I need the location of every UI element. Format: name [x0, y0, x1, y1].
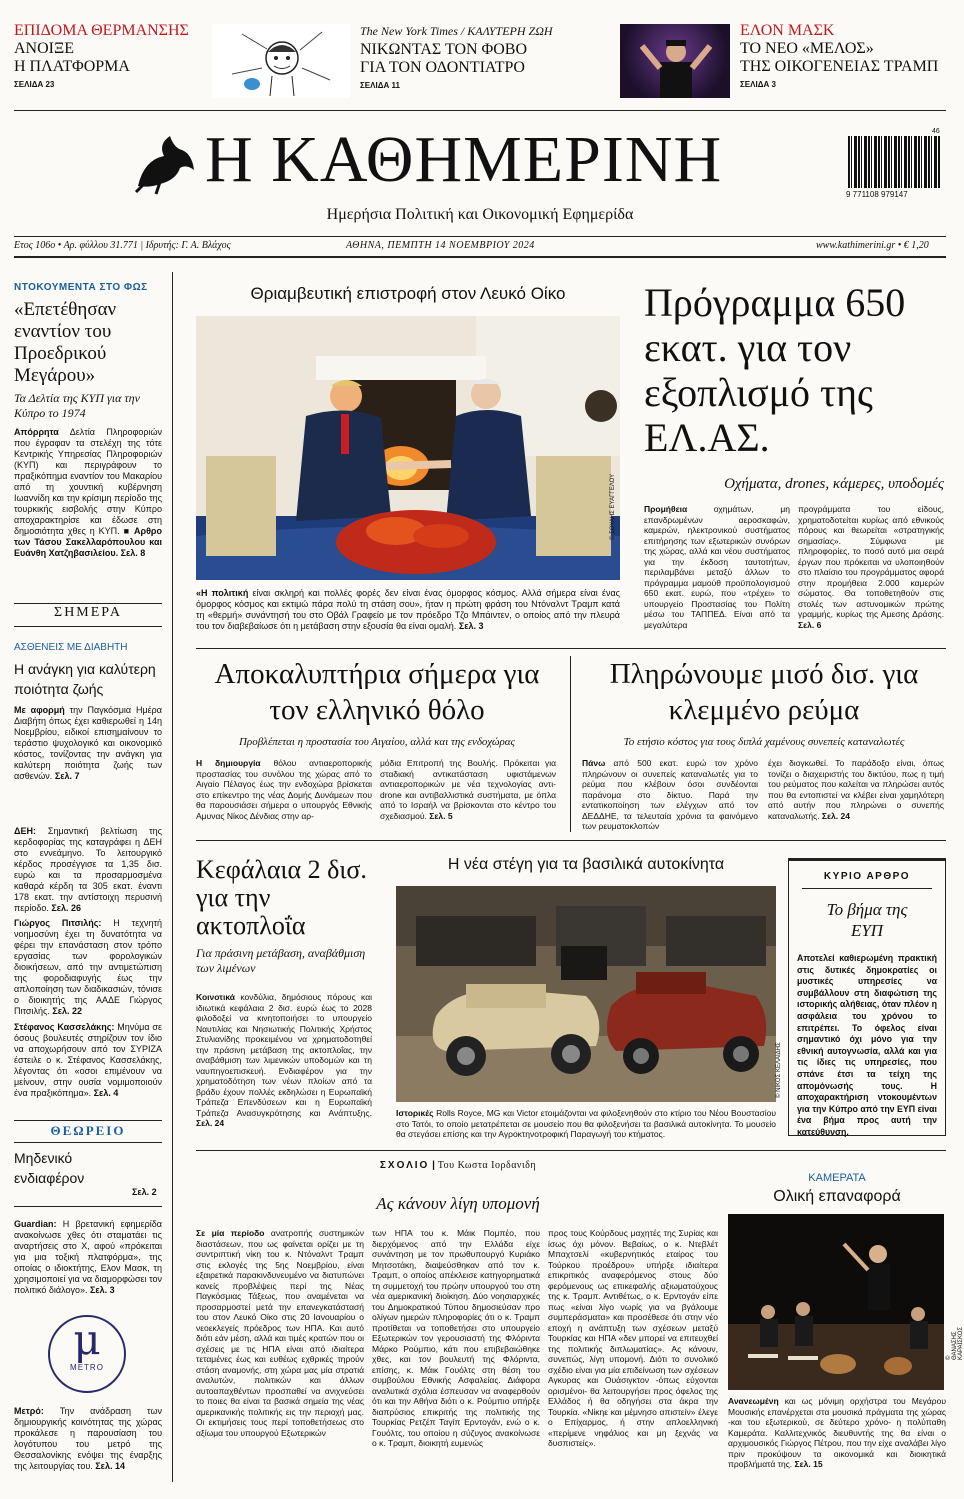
comment-header: ΣΧΟΛΙΟ | Του Κωστα Ιορδανιδη — [379, 1160, 537, 1171]
page-ref: Σελ. 15 — [794, 1459, 823, 1469]
issue-date: ΑΘΗΝΑ, ΠΕΜΠΤΗ 14 ΝΟΕΜΒΡΙΟΥ 2024 — [346, 240, 535, 251]
metro-logo-letter: μ — [73, 1315, 101, 1364]
docs-subtitle: Τα Δελτία της ΚΥΠ για την Κύπρο το 1974 — [14, 391, 140, 420]
page-ref: Σελ. 4 — [93, 1088, 119, 1098]
divider — [196, 840, 946, 841]
editorial-label: ΚΥΡΙΟ ΑΡΘΡΟ — [823, 871, 911, 882]
comment-title[interactable]: Ας κάνουν λίγη υπομονή — [376, 1194, 540, 1213]
barcode — [848, 136, 940, 188]
royal-cars-photo — [396, 886, 776, 1102]
dome-col2 — [380, 758, 556, 821]
health-body — [14, 705, 162, 782]
health-headline[interactable]: Η ανάγκη για καλύτερη ποιότητα ζωής — [14, 661, 156, 697]
docs-body — [14, 427, 162, 559]
power-col1 — [582, 758, 758, 832]
power-headline[interactable]: Πληρώνουμε μισό δισ. για κλεμμένο ρεύμα — [609, 658, 919, 726]
lead-word: Προμήθεια — [644, 504, 688, 514]
editorial-title[interactable]: Το βήμα της ΕΥΠ — [826, 900, 908, 940]
lead-word: Απόρρητα — [14, 427, 59, 437]
body-text: ανατροπής συστημικών διαστάσεων, που ως φαίνεται ορίζει με τη συντριπτική νίκη του κ. Ντόναλντ Τραμπ στις εκλογές της 5ης Νοεμβρίου, είναι εξαιρετικά παρακινδυνευμένο να διατυπώνει κανείς προβλέψεις περί της Νέας Παγκόσμιας Τάξεως, που αναμένεται να προσαρμοστεί μετά την επανεγκατάστασή του στον Λευκό Οίκο στις 20 Ιανουαρίου ο νεοεκλεγείς πρόεδρος των ΗΠΑ. Και αυτό διότι εάν μέση, αλλά και τιμές κρατών που οι σχέσεις με τις ΗΠΑ είναι από ιδιαίτερα τεταμένες έως και ευθέως εχθρικές τηρούν στάση αναμονής, στη χώρα μας μία στρατιά αναλυτών, πολιτικών και άλλων αυτοαπαχθέντων προσπαθεί να ανιχνεύσει το ποιες θα είναι τα βασικά σημεία της νέας αμερικανικής πολιτικής εις την περιοχή μας. Οι εκτιμήσεις τους περί τοποθετήσεως στο αξίωμα του υπουργού Εξωτερικών — [196, 1228, 364, 1438]
page-ref: Σελ. 26 — [51, 903, 82, 913]
brief-guardian — [14, 1219, 162, 1296]
metro-logo — [48, 1315, 126, 1393]
barcode-number: 9 771108 979147 — [846, 190, 908, 199]
page-ref: Σελ. 3 — [89, 1285, 115, 1295]
divider — [14, 626, 162, 627]
column-divider — [570, 656, 571, 832]
camerata-credit: © ΘΑΝΑΣΗΣ ΚΑΡΑΪΣΚΟΣ — [946, 1326, 964, 1360]
dome-headline[interactable]: Αποκαλυπτήρια σήμερα για τον ελληνικό θόλο — [214, 658, 540, 726]
oval-office-photo — [196, 316, 620, 580]
body-text: Την ανάδραση των δημιουργικής κοινότητας της χώρας προκάλεσε η παρουσίαση του λογότυπου του μετρό της Θεσσαλονίκης ενόψει της έναρξης της λειτουργίας του. — [14, 1406, 162, 1471]
body-text: μόδια Επιτροπή της Βουλής. Πρόκειται για σταδιακή αντικατάσταση υφιστάμενων αντιαεροπορικών με νέα τεχνολογίας αντι-drone και αντιβαλλιστικά συστήματα, με όπλα από το Ισραήλ να βρίσκονται στο κέντρο του σχεδιασμού. — [380, 758, 556, 821]
divider — [14, 1206, 162, 1207]
theoreio-item[interactable]: Μηδενικό ενδιαφέρον — [14, 1150, 85, 1186]
docs-headline[interactable]: «Επετέθησαν εναντίον του Προεδρικού Μεγάρου» — [14, 299, 117, 386]
lead-word: «Η πολιτική — [196, 588, 249, 598]
body-text: των ΗΠΑ του κ. Μάικ Πομπέο, που διερχόμενος από την Ελλάδα είχε συνάντηση με τον πρωθυπουργό Κυριάκο Μητσοτάκη, διαψεύσθηκαν από τον κ. Τραμπ, ο οποίος απέκλεισε κατηγορηματικά τη συμμετοχή του πρώην υπουργού του στη νέα αμερικανική διοίκηση. Δύο νοησιαρχικές του Δημοκρατικού Τύπου δημοσιεύσαν προ ολίγων ημερών πληροφορίες ότι ο κ. Τραμπ προτίθεται να τοποθετήσει στο υπουργείο Εξωτερικών τον γερουσιαστή της Φλόριντα Μάρκο Ρούμπιο, κάτι που επιβεβαιώθηκε χθες, και τον βουλευτή της Φλόριντα, επίσης, κ. Μάικ Γουόλτς στη θέση του συμβούλου Εθνικής Ασφαλείας. Διάφορα αναλυτικά σχόλια έσπευσαν να αναφερθούν ότι και την Αθήνα διότι ο κ. Ρούμπιο υπήρξε διαπρύσιος επικριτής της πολιτικής της Τουρκίας Ρετζέπ Ταγίπ Ερντογάν, ενώ ο κ. Γουόλτς, του οποίου η σύζυγος ανακοίνωσε ο κ. Τραμπ, διοικητή ευμενώς — [372, 1228, 540, 1448]
left-column — [14, 282, 162, 559]
issue-info: Ετος 106ο • Αρ. φύλλου 31.771 | Ιδρυτής: Γ. Α. Βλάχος — [14, 240, 231, 251]
divider — [196, 1150, 946, 1151]
page-ref: Σελ. 24 — [821, 810, 850, 821]
lead-word: Guardian: — [14, 1219, 57, 1229]
teaser-page: ΣΕΛΙΔΑ 11 — [360, 81, 400, 90]
divider — [14, 110, 946, 111]
camerata-body — [728, 1396, 946, 1470]
power-subtitle: Το ετήσιο κόστος για τους διπλά χαμένους συνεπείς καταναλωτές — [623, 736, 905, 748]
body-text: Rolls Royce, MG και Victor ετοιμάζονται να φιλοξενηθούν στο κτίριο του Νέου Βουστασίου στο Τατόι, το οποίο μετατρέπεται σε μουσείο που θα φιλοξενήσει τα βασιλικά αυτοκίνητα. Το μουσείο θα στεγάσει επίσης και την Αγροκτηνοτροφική Παραγωγή του κτήματος. — [396, 1108, 776, 1139]
teaser-title-line1: ΝΙΚΩΝΤΑΣ ΤΟΝ ΦΟΒΟ — [360, 41, 528, 58]
photo1-headline[interactable]: Θριαμβευτική επιστροφή στον Λευκό Οίκο — [250, 284, 566, 303]
page-ref: Σελ. 6 — [798, 619, 822, 630]
teaser-title-line2: Η ΠΛΑΤΦΟΡΜΑ — [14, 58, 130, 75]
divider — [14, 1120, 162, 1121]
teaser-title-line1: ΤΟ ΝΕΟ «ΜΕΛΟΣ» — [740, 40, 874, 57]
camerata-title[interactable]: Ολική επαναφορά — [773, 1188, 901, 1205]
comment-col3 — [548, 1228, 718, 1449]
orchestra-photo — [728, 1214, 944, 1390]
page-ref: Σελ. 3 — [458, 621, 484, 631]
teaser-1[interactable] — [14, 22, 214, 102]
page-ref: Σελ. 14 — [95, 1461, 125, 1471]
page-ref: Σελ. 24 — [196, 1118, 225, 1128]
masthead-subtitle: Ημερήσια Πολιτική και Οικονομική Εφημερίδα — [326, 206, 634, 223]
divider — [14, 256, 946, 258]
body-text: και ως μόνιμη ορχήστρα του Μεγάρου Μουσικής επανέρχεται στα μουσικά πράγματα της χώρας -και του εξωτερικού, σε δεύτερο χρόνο- η πολύπαθη Καμεράτα. Καλλιτεχνικός διευθυντής της θα είναι ο αρχιμουσικός Γιώργος Πέτρου, που την είχε αναλάβει λίγο πριν προκύψουν τα οικονομικά και διοικητικά προβλήματά της. — [728, 1396, 946, 1469]
lead-word: Η δημιουργία — [196, 758, 261, 768]
dome-col1 — [196, 758, 372, 821]
lead-word: Κοινοτικά — [196, 992, 236, 1002]
cars-credit: © ΝΙΚΟΣ ΚΕΛΑΙΔΗΣ — [776, 1042, 782, 1098]
body-text: από 500 εκατ. ευρώ τον χρόνο πληρώνουν οι συνεπείς καταναλωτές για το ρεύμα που κλέβουν όσοι συνδέονται παράνομα στο δίκτυο. Παρά την εντατικοποίηση των ελέγχων από τον ΔΕΔΔΗΕ, τα τελευταία χρόνια τα φαινόμενο των ρευματοκλοπών — [582, 758, 758, 831]
teaser-page: ΣΕΛΙΔΑ 23 — [14, 80, 55, 89]
website-price: www.kathimerini.gr • € 1,20 — [816, 240, 929, 251]
lead-word: Γιώργος Πιτσιλής: — [14, 918, 102, 928]
divider — [14, 236, 946, 237]
body-text: κονδύλια, δημόσιους πόρους και ιδιωτικά κεφάλαια 2 δισ. ευρώ έως το 2028 φιλοδοξεί να κινητοποιήσει το υπουργείο Ναυτιλίας και Νησιωτικής Πολιτικής Χρήστος Στυλιανίδης προκειμένου να χρηματοδοτηθεί την πράσινη μετάβαση της ακτοπλοΐας, την αναβάθμιση των λιμενικών υποδομών και τη ναυπηγοεπισκευή. Ενδιαφέρον για την χρηματοδότηση των νέων πλοίων από τα βράδυ έχουν πολλές εκδηλώσει η Ευρωπαϊκή Τράπεζα Επενδύσεων και η Ευρωπαϊκή Τράπεζα Ανασυγκρότησης και Ανάπτυξης. — [196, 992, 372, 1118]
editorial-box — [788, 858, 946, 1136]
masthead-title: Η ΚΑΘΗΜΕΡΙΝΗ — [205, 123, 723, 196]
metro-logo-word: METRO — [70, 1363, 104, 1372]
brief-kasselakis — [14, 1022, 162, 1099]
page-ref: ■ Αρθρο των Τάσου Σακελλαρόπουλου και Ευάνθη Χατζηβασιλείου. Σελ. 8 — [14, 526, 163, 558]
photo1-credit: © ΣΟΥΛΗΣ ΕΥΑΓΓΕΛΟΥ — [610, 473, 616, 540]
body-text: οχημάτων, μη επανδρωμένων αεροσκαφών, καμερών, ηλεκτρονικού συστήματος επιτήρησης των εξωτερικών συνόρων της χώρας, αλλά και νέου συστήματος για την έκδοση ταυτοτήτων, περιλαμβάνει μεταξύ άλλων το πρόγραμμα μαμούθ προϋπολογισμού 650 εκατ. ευρώ, που «τρέχει» το υπουργείο Προστασίας του Πολίτη μέσω του ΤΑΠΠΕΔ. Είναι από τα μεγαλύτερα — [644, 504, 790, 630]
lead-subtitle: Οχήματα, drones, κάμερες, υποδομές — [724, 476, 944, 492]
comment-label: ΣΧΟΛΙΟ — [379, 1160, 430, 1171]
camerata-kicker: ΚΑΜΕΡΑΤΑ — [808, 1172, 866, 1184]
body-text: είναι σκληρή και πολλές φορές δεν είναι ένας όμορφος κόσμος. Αλλά σήμερα είναι ένας όμορφος κόσμος και εκτιμώ πάρα πολύ τη στάση σου», ήταν η πρώτη φράση του Ντόναλντ Τραμπ κατά τη «θερμή» συνάντησή του στο Οβάλ Γραφείο με τον πρόεδρο Τζο Μπάιντεν, ο οποίος από την πλευρά του τον διαβεβαίωσε ότι η μετάβαση στην εξουσία θα είναι ομαλή. — [196, 588, 620, 631]
lead-word: Στέφανος Κασσελάκης: — [14, 1022, 115, 1032]
lead-col1 — [644, 504, 790, 630]
teaser-title-line1: ΑΝΟΙΞΕ — [14, 40, 75, 57]
body-text: προγράμματα του είδους, χρηματοδοτείται κυρίως από εθνικούς πόρους και θεωρείται «στρατηγικής σημασίας». Σύμφωνα με πληροφορίες, το ποσό αυτό μια σειρά έργων που πρόκειται να υλοποιηθούν στο πλαίσιο του προγράμματος αφορά στην προμήθεια 2.000 καμερών σώματος. Θα τοποθετηθούν στις στολές των αστυνομικών πρώτης γραμμής, κυρίως της Αμεσης Δράσης. — [798, 504, 944, 619]
lead-word: Πάνω — [582, 758, 606, 768]
body-text: έχει διογκωθεί. Το παράδοξο είναι, όπως τονίζει ο διαχειριστής του δικτύου, πως η τιμή του ρεύματος που καλείται να πληρώσει αυτός που θα εντοπιστεί να κλέβει είναι χαμηλότερη από αυτήν που πληρώνει ο συνεπής καταναλωτής. — [768, 758, 944, 821]
body-text: την Παγκόσμια Ημέρα Διαβήτη όπως έχει καθιερωθεί η 14η Νοεμβρίου, ειδικοί επισημαίνουν το τεράστιο ψυχολογικό και οικονομικό κόστος, τονίζοντας την ανάγκη για καλύτερη ποιότητα ζωής των ασθενών. — [14, 705, 162, 781]
cartoon-image — [212, 24, 350, 98]
cars-caption — [396, 1108, 776, 1140]
comment-col1 — [196, 1228, 364, 1438]
health-brief — [14, 642, 162, 782]
body-text: Η τεχνητή νοημοσύνη έχει τη δυνατότητα να φέρει την επανάσταση στον τρόπο εργασίας των φορολογικών διοικήσεων, από την αντιμετώπιση της φοροδιαφυγής έως την απλοποίηση των διαδικασιών, τόνισε ο διοικητής της ΑΑΔΕ Γιώργος Πιτσιλής. — [14, 918, 163, 1016]
lead-col2 — [798, 504, 944, 630]
lead-word: Ανανεωμένη — [728, 1396, 779, 1406]
body-text: Σημαντική βελτίωση της κερδοφορίας της καταγράφει η ΔΕΗ στο εννεάμηνο. Το λειτουργικό κέρδος προσέγγισε τα 1,35 δισ. ευρώ και τα προσαρμοσμένα καθαρά κέρδη τα 305 εκατ. έναντι 178 εκατ. την αντίστοιχη περυσινή περίοδο. — [14, 826, 162, 913]
comment-author: Του Κωστα Ιορδανιδη — [437, 1160, 537, 1171]
divider — [14, 1142, 162, 1143]
theoreio-ref: Σελ. 2 — [132, 1187, 157, 1197]
teaser-title-line2: ΤΗΣ ΟΙΚΟΓΕΝΕΙΑΣ ΤΡΑΜΠ — [740, 58, 939, 75]
body-text: προς τους Κούρδους μαχητές της Συρίας και ίσως όχι μόνον. Βεβαίως, ο κ. Ντεβλέτ Μπαχτσελί «κυβερνητικός εταίρος του Τούρκου προέδρου» υπήρξε ιδιαίτερα επικριτικός αναφερόμενος στους δύο φερόμενους ως επικεφαλής αξιωματούχους της κ. Τραμπ. Αντιθέτως, ο κ. Ερντογάν είπε πως «είναι λίγο νωρίς για να βγάλουμε συμπεράσματα» και προσέθεσε ότι στην νέο εποχή η ανάπτυξη των σχέσεων μεταξύ Τουρκίας και ΗΠΑ «δεν μπορεί να επιτευχθεί της πολιτικής διπλωματίας». Ας κάνουν, συνεπώς, λίγη υπομονή. Διότι το συνολικό σχέδιο είναι για μία επιδείνωση των σχέσεων Αγκυρας και Ουάσιγκτον -όπως εύχονται ορισμένοι- θα λειτουργήσει προς όφελος της Ελλάδος ή θα οδηγήσει στα άκρα την Τουρκία. «Νίκηε και μέμνησο απιστείν» έλεγε ο Επίχαρμος, ή στην απλοελληνική «περίμενε νηφάλιος και μη ξεχνάς να δυσπιστείς». — [548, 1228, 718, 1448]
column-divider — [172, 272, 173, 1482]
power-col2 — [768, 758, 944, 821]
griffin-logo — [130, 130, 200, 196]
lead-word: Με αφορμή — [14, 705, 65, 715]
page-ref: Σελ. 22 — [52, 1006, 83, 1016]
divider — [14, 603, 162, 604]
theoreio-title: ΘΕΩΡΕΙΟ — [50, 1123, 126, 1138]
teaser-kicker: ΕΛΟΝ ΜΑΣΚ — [740, 22, 835, 39]
lead-word: ΔΕΗ: — [14, 826, 36, 836]
today-section-title: ΣΗΜΕΡΑ — [54, 605, 122, 620]
capital-body — [196, 992, 372, 1129]
lead-word: Σε μία περίοδο — [196, 1228, 265, 1238]
body-text: Δελτία Πληροφοριών που έγραφαν τα στελέχη της τότε Κεντρικής Υπηρεσίας Πληροφοριών (ΚΥΠ) και περιγράφουν το πραξικόπημα εναντίον του Μακαρίου από τη χουντική κυβέρνηση Ιωαννίδη και την κρίσιμη περίοδο της τουρκικής εισβολής στην Κύπρο αποχαρακτηρίσε και έδωσε στη δημοσιότητα χθες η ΚΥΠ. — [14, 427, 162, 536]
body-text: Η βρετανική εφημερίδα ανακοίνωσε χθες ότι σταματάει τις αναρτήσεις στο Χ, αφού «πρόκειται για μια τοξική πλατφόρμα», της οποίας ο ιδιοκτήτης, Ελον Μασκ, τη χρησιμοποιεί για να διαμορφώσει τον πολιτικό διάλογο». — [14, 1219, 162, 1295]
dome-subtitle: Προβλέπεται η προστασία του Αιγαίου, αλλά και της ενδοχώρας — [238, 736, 516, 748]
barcode-code: 46 — [932, 128, 940, 135]
lead-headline[interactable]: Πρόγραμμα 650 εκατ. για τον εξοπλισμό της ΕΛ.ΑΣ. — [644, 280, 906, 460]
comment-col2 — [372, 1228, 540, 1449]
photo1-caption — [196, 588, 620, 632]
teaser-page: ΣΕΛΙΔΑ 3 — [740, 80, 776, 89]
body-text: θόλου αντιαεροπορικής προστασίας του συνόλου της χώρας από το Αιγαίο Πέλαγος έως την ενδοχώρα βρίσκεται στο επίκεντρο της νέας Δομής Δυνάμεων που θα παρουσιάσει σήμερα ο υπουργός Εθνικής Αμυνας Νίκος Δένδιας στην αρ- — [196, 758, 372, 821]
body-text: Μηνύμα σε όσους βουλευτές στηρίζουν τον ίδιο να αποχωρήσουν από τον ΣΥΡΙΖΑ έστειλε ο κ. Στέφανος Κασσελάκης, λέγοντας ότι «οσοι επιμένουν να μείνουν, στην ουσία νομιμοποιούν ένα πραξικόπημα». — [14, 1022, 163, 1098]
brief-metro — [14, 1406, 162, 1472]
musk-photo — [620, 24, 730, 98]
divider — [196, 648, 946, 649]
capital-subtitle: Για πράσινη μετάβαση, αναβάθμιση των λιμένων — [196, 946, 366, 975]
cars-headline[interactable]: Η νέα στέγη για τα βασιλικά αυτοκίνητα — [447, 856, 725, 873]
teaser-kicker: The New York Times / ΚΑΛΥΤΕΡΗ ΖΩΗ — [360, 24, 553, 38]
docs-kicker: ΝΤΟΚΟΥΜΕΝΤΑ ΣΤΟ ΦΩΣ — [14, 282, 148, 293]
teaser-3[interactable] — [740, 22, 960, 102]
capital-headline[interactable]: Κεφάλαια 2 δισ. για την ακτοπλοΐα — [196, 855, 367, 940]
lead-word: Ιστορικές — [396, 1108, 434, 1118]
page-ref: Σελ. 5 — [429, 810, 453, 821]
health-kicker: ΑΣΘΕΝΕΙΣ ΜΕ ΔΙΑΒΗΤΗ — [14, 642, 128, 653]
lead-word: Μετρό: — [14, 1406, 44, 1416]
brief-pitsilis — [14, 918, 162, 1017]
teaser-2[interactable] — [360, 24, 600, 104]
page-ref: Σελ. 7 — [54, 771, 80, 781]
teaser-title-line2: ΓΙΑ ΤΟΝ ΟΔΟΝΤΙΑΤΡΟ — [360, 59, 525, 76]
editorial-body: Αποτελεί καθιερωμένη πρακτική στις δυτικές δημοκρατίες οι μυστικές υπηρεσίες να συμβάλλουν στη διαφώτιση της ιστορικής αλήθειας, όταν πλέον η ασφάλεια του χρόνου το επιτρέπει. Το όφελος είναι σημαντικό όχι μόνο για την εθνική αυτογνωσία, αλλά και για τις ίδιες τις υπηρεσίες, που σπάνε έτσι τα τείχη της απομόνωσής τους. Η αποχαρακτήριση ντοκουμέντων για την Κύπρο από την ΕΥΠ είναι ένα βήμα προς αυτή την κατεύθυνση. — [797, 953, 937, 1137]
brief-dei — [14, 826, 162, 914]
teaser-kicker: ΕΠΙΔΟΜΑ ΘΕΡΜΑΝΣΗΣ — [14, 22, 189, 39]
